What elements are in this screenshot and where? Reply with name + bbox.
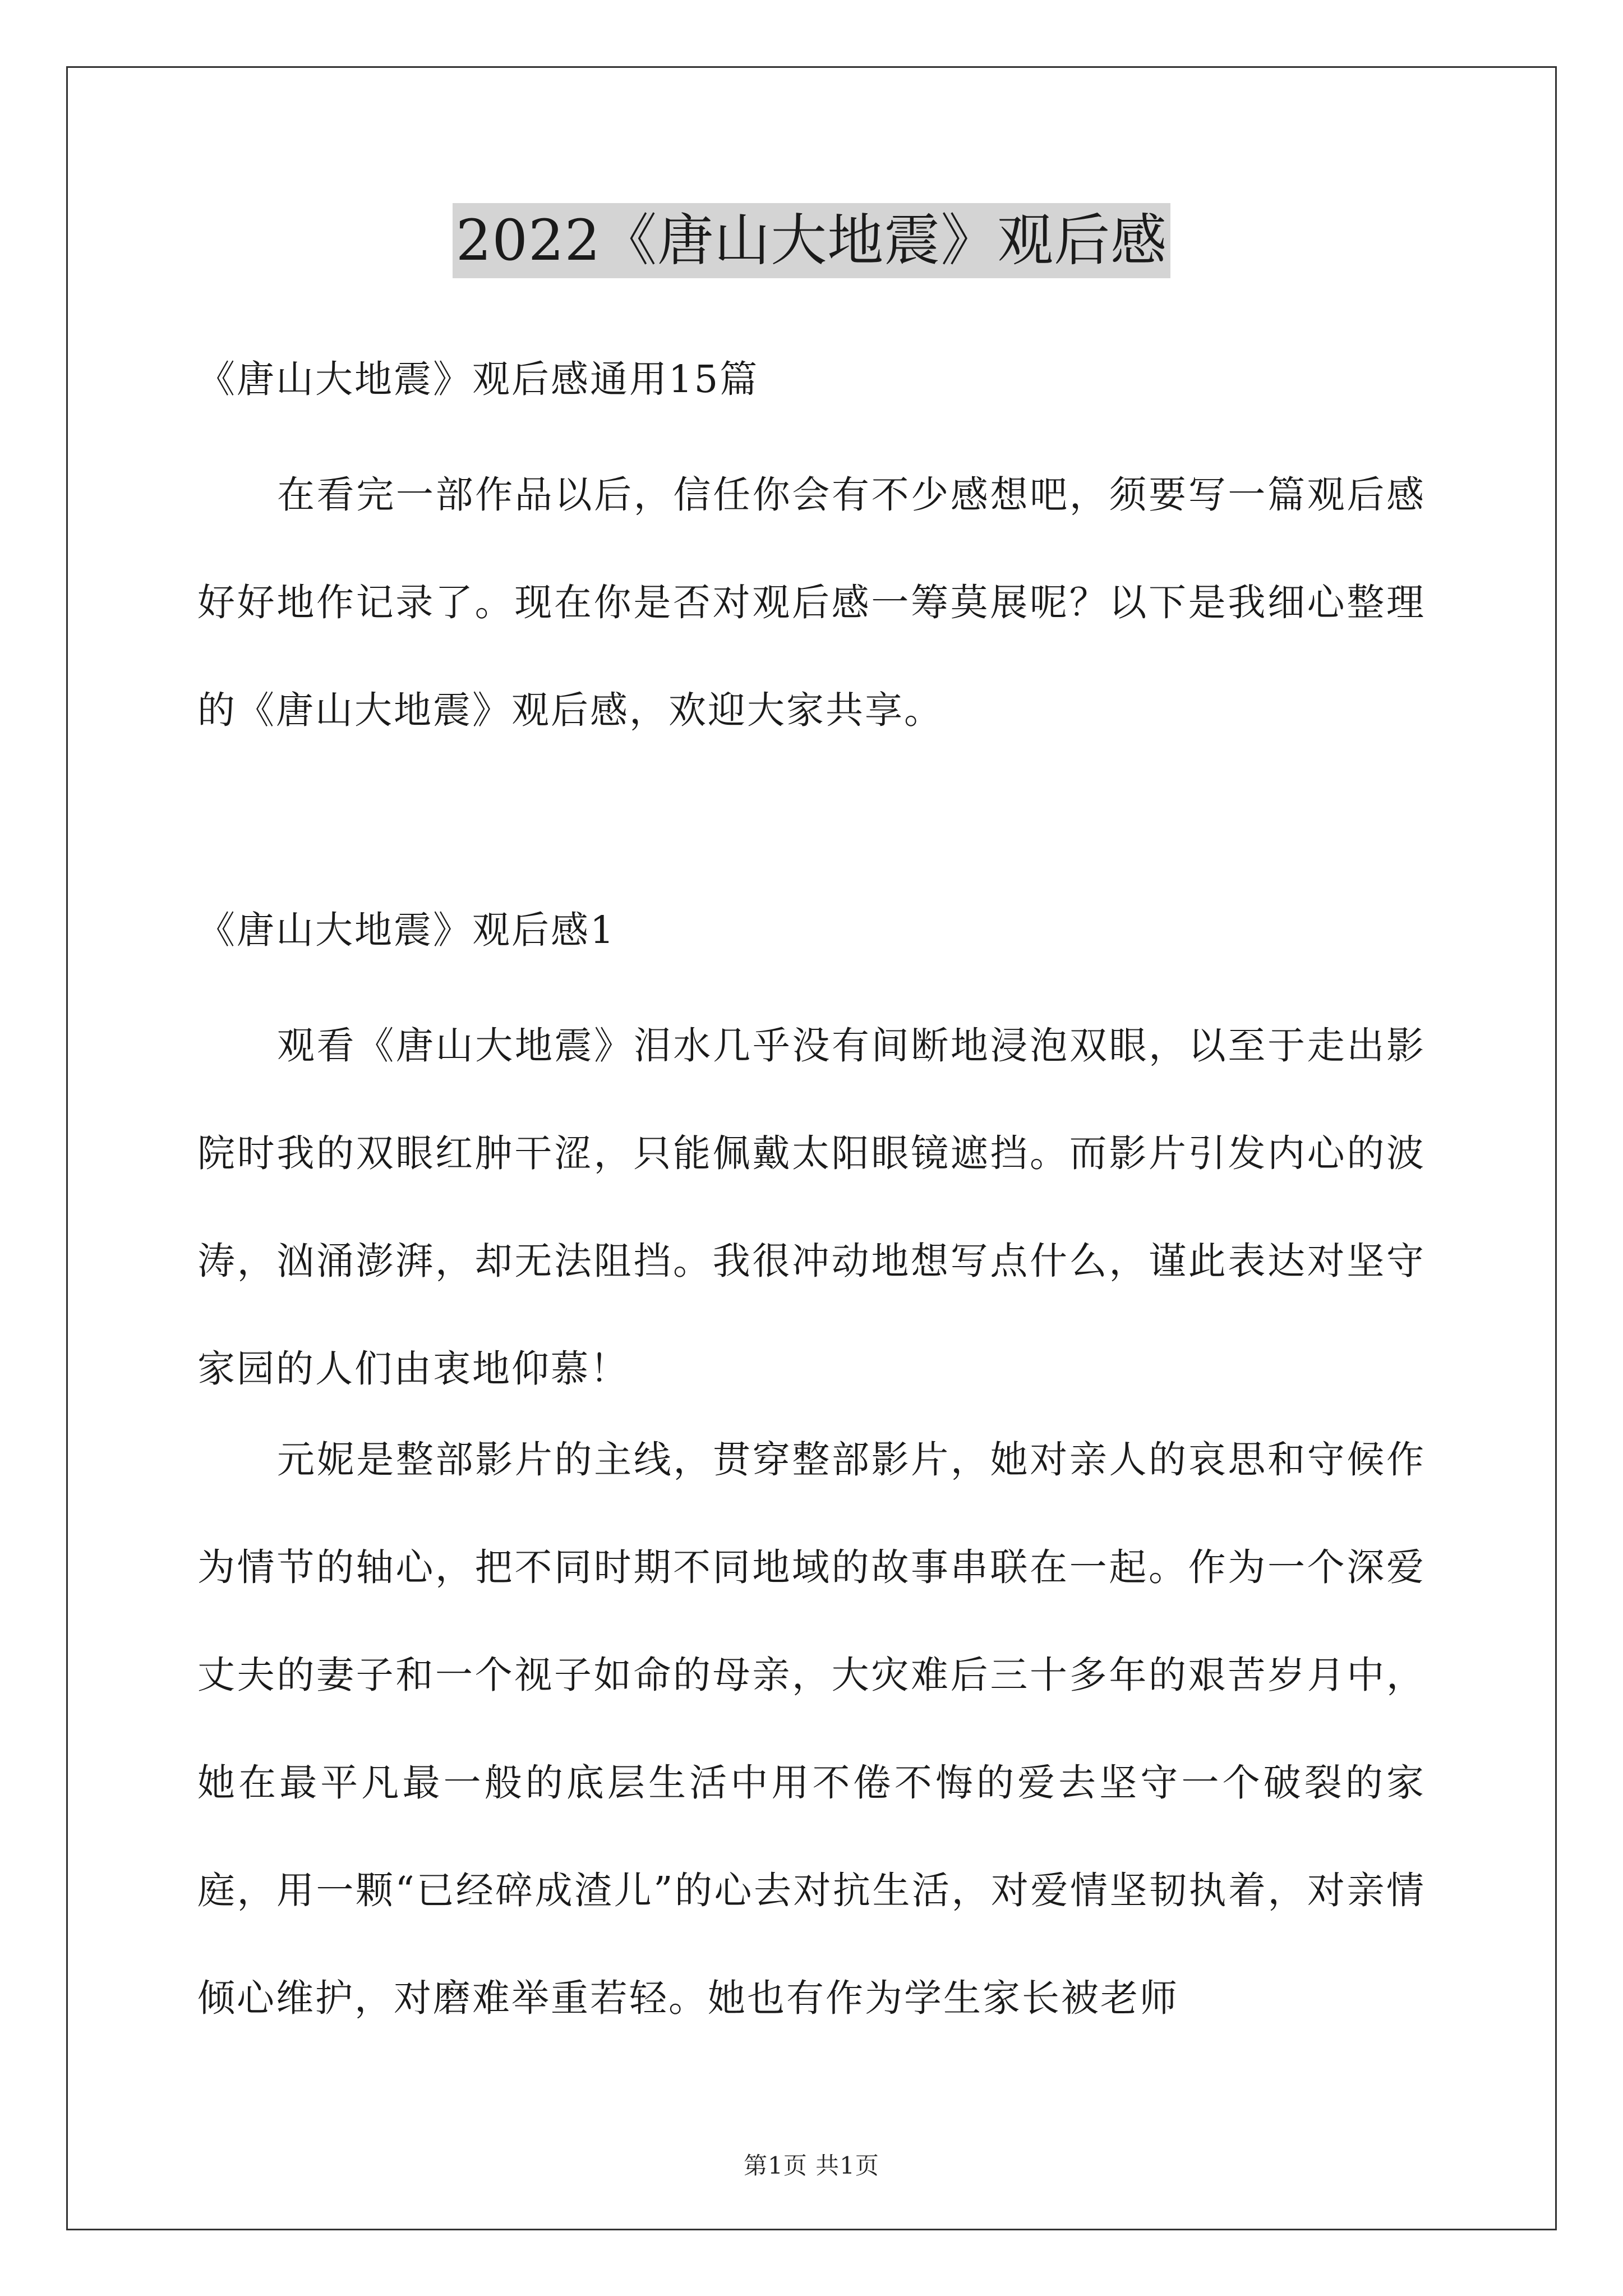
document-subtitle: 《唐山大地震》观后感通用15篇 [197, 357, 759, 401]
body-paragraph-2: 元妮是整部影片的主线，贯穿整部影片，她对亲人的哀思和守候作为情节的轴心，把不同时期不同地域的故事串联在一起。作为一个深爱丈夫的妻子和一个视子如命的母亲，大灾难后三十多年的艰苦岁月中，她在最平凡最一般的底层生活中用不倦不悔的爱去坚守一个破裂的家庭，用一颗“已经碎成渣儿”的心去对抗生活，对爱情坚韧执着，对亲情倾心维护，对磨难举重若轻。她也有作为学生家长被老师 [197, 1438, 1426, 2020]
document-title: 2022《唐山大地震》观后感 [453, 203, 1171, 278]
section-heading: 《唐山大地震》观后感1 [197, 908, 616, 952]
page-footer: 第1页 共1页 [744, 2152, 879, 2179]
title-container [0, 203, 1623, 278]
body-paragraph-1: 观看《唐山大地震》泪水几乎没有间断地浸泡双眼，以至于走出影院时我的双眼红肿干涩，只能佩戴太阳眼镜遮挡。而影片引发内心的波涛，汹涌澎湃，却无法阻挡。我很冲动地想写点什么，谨此表达对坚守家园的人们由衷地仰慕！ [197, 1024, 1426, 1391]
intro-paragraph: 在看完一部作品以后，信任你会有不少感想吧，须要写一篇观后感好好地作记录了。现在你是否对观后感一筹莫展呢？以下是我细心整理的《唐山大地震》观后感，欢迎大家共享。 [197, 473, 1426, 732]
